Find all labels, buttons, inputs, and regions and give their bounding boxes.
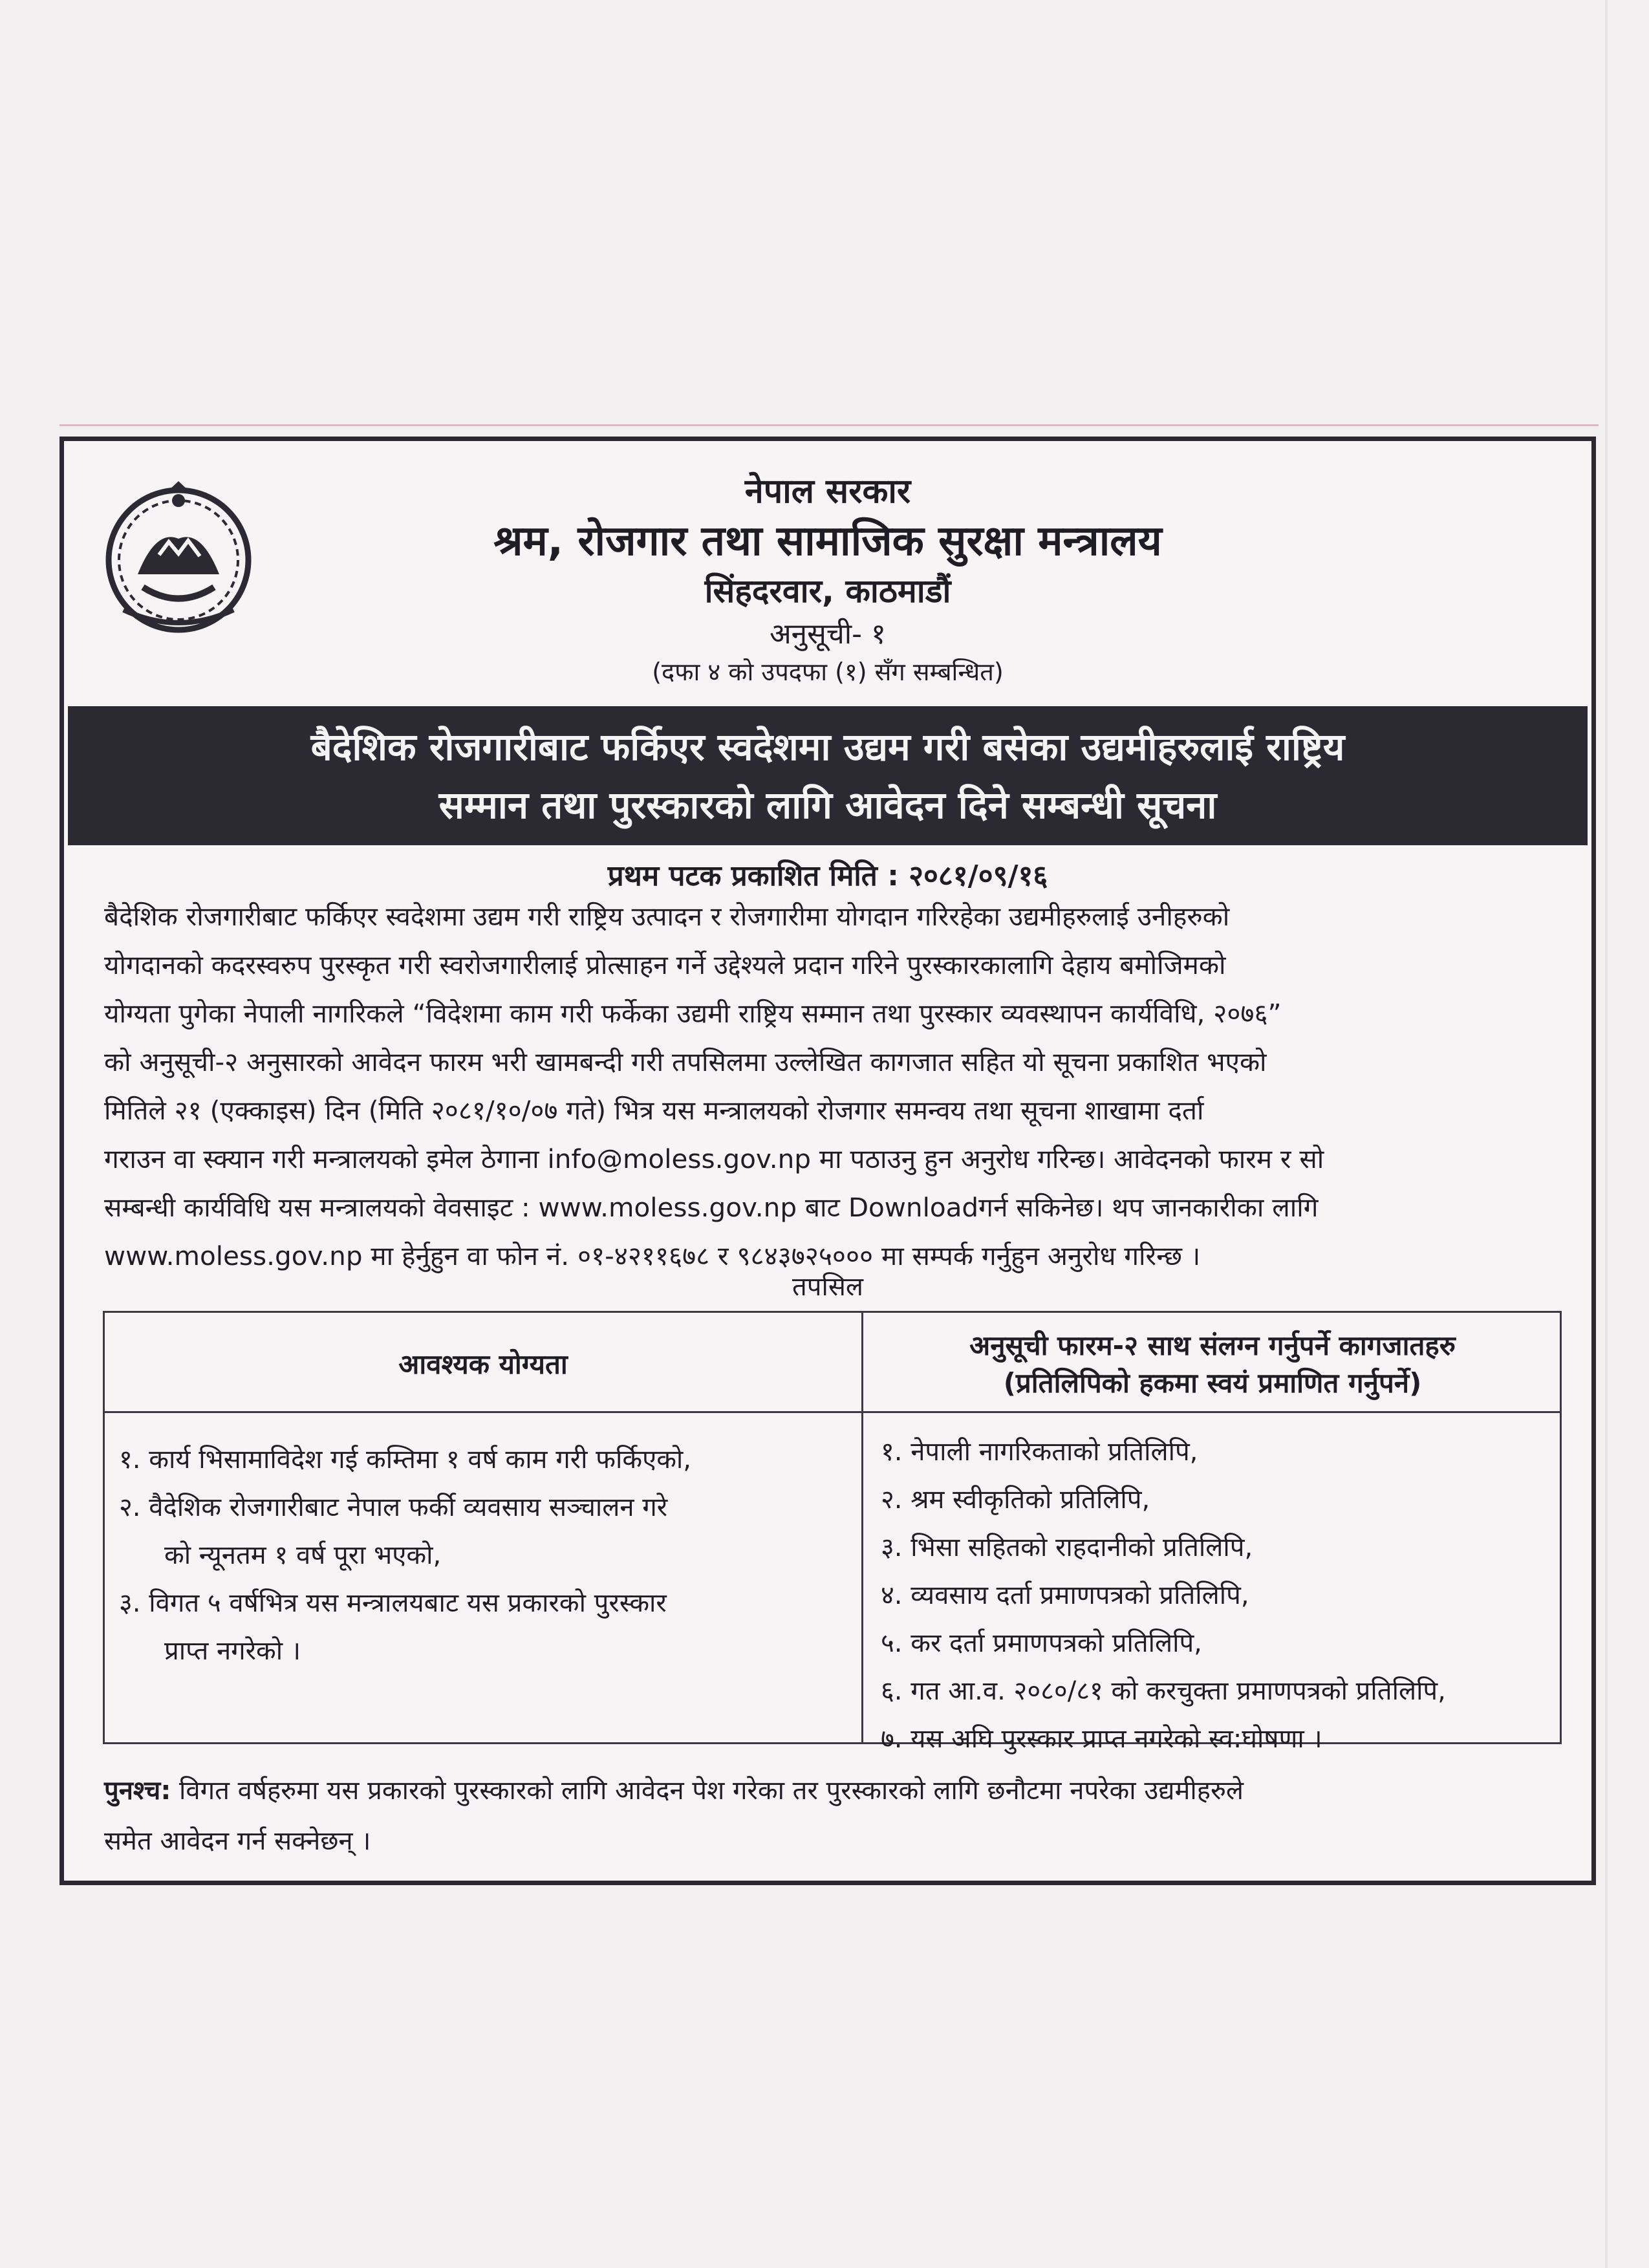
body-line: www.moless.gov.np मा हेर्नुहुन वा फोन नं. ०१-४२११६७८ र ९८४३७२५००० मा सम्पर्क गर्नुहुन अनुरोध गरिन्छ । bbox=[104, 1240, 1201, 1271]
table-divider bbox=[105, 1411, 1560, 1413]
list-item: ७. यस अघि पुरस्कार प्राप्त नगरेको स्व:घोषणा । bbox=[881, 1724, 1322, 1754]
fold-line bbox=[59, 424, 1599, 426]
list-item: १. कार्य भिसामाविदेश गई कम्तिमा १ वर्ष काम गरी फर्किएको, bbox=[119, 1445, 691, 1474]
notice-box bbox=[59, 437, 1596, 1885]
notice-title-banner bbox=[68, 706, 1588, 845]
documents-header-line: (प्रतिलिपिको हकमा स्वयं प्रमाणित गर्नुपर्ने) bbox=[1003, 1367, 1422, 1399]
details-heading: तपसिल bbox=[792, 1272, 864, 1302]
list-item: को न्यूनतम १ वर्ष पूरा भएको, bbox=[164, 1540, 442, 1570]
list-item: १. नेपाली नागरिकताको प्रतिलिपि, bbox=[881, 1437, 1198, 1467]
documents-header bbox=[863, 1327, 1562, 1402]
documents-header-line: अनुसूची फारम-२ साथ संलग्न गर्नुपर्ने कागजातहरु bbox=[969, 1330, 1456, 1361]
list-item: ५. कर दर्ता प्रमाणपत्रको प्रतिलिपि, bbox=[881, 1628, 1202, 1658]
requirements-table bbox=[103, 1311, 1562, 1754]
body-line: योग्यता पुगेका नेपाली नागरिकले “विदेशमा काम गरी फर्केका उद्यमी राष्ट्रिय सम्मान तथा पुरस्कार व्यवस्थापन कार्यविधि, २०७६” bbox=[104, 998, 1282, 1029]
body-line: गराउन वा स्क्यान गरी मन्त्रालयको इमेल ठेगाना info@moless.gov.np मा पठाउनु हुन अनुरोध गरिन्छ। आवेदनको फारम र सो bbox=[104, 1143, 1324, 1174]
notice-title-line: सम्मान तथा पुरस्कारको लागि आवेदन दिने सम्बन्धी सूचना bbox=[438, 783, 1217, 827]
postscript-label: पुनश्च: bbox=[104, 1776, 171, 1806]
qualifications-header: आवश्यक योग्यता bbox=[398, 1348, 568, 1380]
list-item: ४. व्यवसाय दर्ता प्रमाणपत्रको प्रतिलिपि, bbox=[881, 1581, 1249, 1610]
ministry-name: श्रम, रोजगार तथा सामाजिक सुरक्षा मन्त्रालय bbox=[493, 517, 1162, 565]
list-item: ३. विगत ५ वर्षभित्र यस मन्त्रालयबाट यस प्रकारको पुरस्कार bbox=[119, 1588, 667, 1618]
body-line: को अनुसूची-२ अनुसारको आवेदन फारम भरी खामबन्दी गरी तपसिलमा उल्लेखित कागजात सहित यो सूचना प्रकाशित भएको bbox=[104, 1046, 1267, 1077]
published-date: प्रथम पटक प्रकाशित मिति : २०८१/०९/१६ bbox=[607, 859, 1048, 892]
postscript bbox=[104, 1766, 1559, 1866]
notice-body bbox=[104, 892, 1559, 1280]
body-line: सम्बन्धी कार्यविधि यस मन्त्रालयको वेवसाइट : www.moless.gov.np बाट Downloadगर्न सकिनेछ। थप जानकारीका लागि bbox=[104, 1192, 1319, 1223]
list-item: २. श्रम स्वीकृतिको प्रतिलिपि, bbox=[881, 1485, 1150, 1515]
qualifications-list bbox=[119, 1436, 850, 1675]
ministry-location: सिंहदरवार, काठमाडौं bbox=[704, 572, 951, 610]
government-name: नेपाल सरकार bbox=[744, 472, 911, 511]
section-reference: (दफा ४ को उपदफा (१) सँग सम्बन्धित) bbox=[652, 658, 1004, 686]
postscript-text: समेत आवेदन गर्न सक्नेछन् । bbox=[104, 1826, 371, 1856]
postscript-text: विगत वर्षहरुमा यस प्रकारको पुरस्कारको लागि आवेदन पेश गरेका तर पुरस्कारको लागि छनौटमा नपरेका उद्यमीहरुले bbox=[179, 1776, 1244, 1806]
documents-list bbox=[881, 1428, 1553, 1763]
schedule-label: अनुसूची- १ bbox=[770, 618, 886, 651]
page-edge bbox=[1605, 0, 1608, 2268]
list-item: २. वैदेशिक रोजगारीबाट नेपाल फर्की व्यवसाय सञ्चालन गरे bbox=[119, 1493, 668, 1522]
body-line: योगदानको कदरस्वरुप पुरस्कृत गरी स्वरोजगारीलाई प्रोत्साहन गर्ने उद्देश्यले प्रदान गरिने पुरस्कारकालागि देहाय बमोजिमको bbox=[104, 949, 1226, 980]
list-item: ६. गत आ.व. २०८०/८१ को करचुक्ता प्रमाणपत्रको प्रतिलिपि, bbox=[881, 1676, 1446, 1706]
list-item: ३. भिसा सहितको राहदानीको प्रतिलिपि, bbox=[881, 1533, 1253, 1562]
body-line: बैदेशिक रोजगारीबाट फर्किएर स्वदेशमा उद्यम गरी राष्ट्रिय उत्पादन र रोजगारीमा योगदान गरिरहेका उद्यमीहरुलाई उनीहरुको bbox=[104, 901, 1230, 932]
notice-title-line: बैदेशिक रोजगारीबाट फर्किएर स्वदेशमा उद्यम गरी बसेका उद्यमीहरुलाई राष्ट्रिय bbox=[310, 725, 1345, 769]
list-item: प्राप्त नगरेको । bbox=[164, 1636, 301, 1666]
body-line: मितिले २१ (एक्काइस) दिन (मिति २०८१/१०/०७ गते) भित्र यस मन्त्रालयको रोजगार समन्वय तथा सूचना शाखामा दर्ता bbox=[104, 1095, 1204, 1126]
